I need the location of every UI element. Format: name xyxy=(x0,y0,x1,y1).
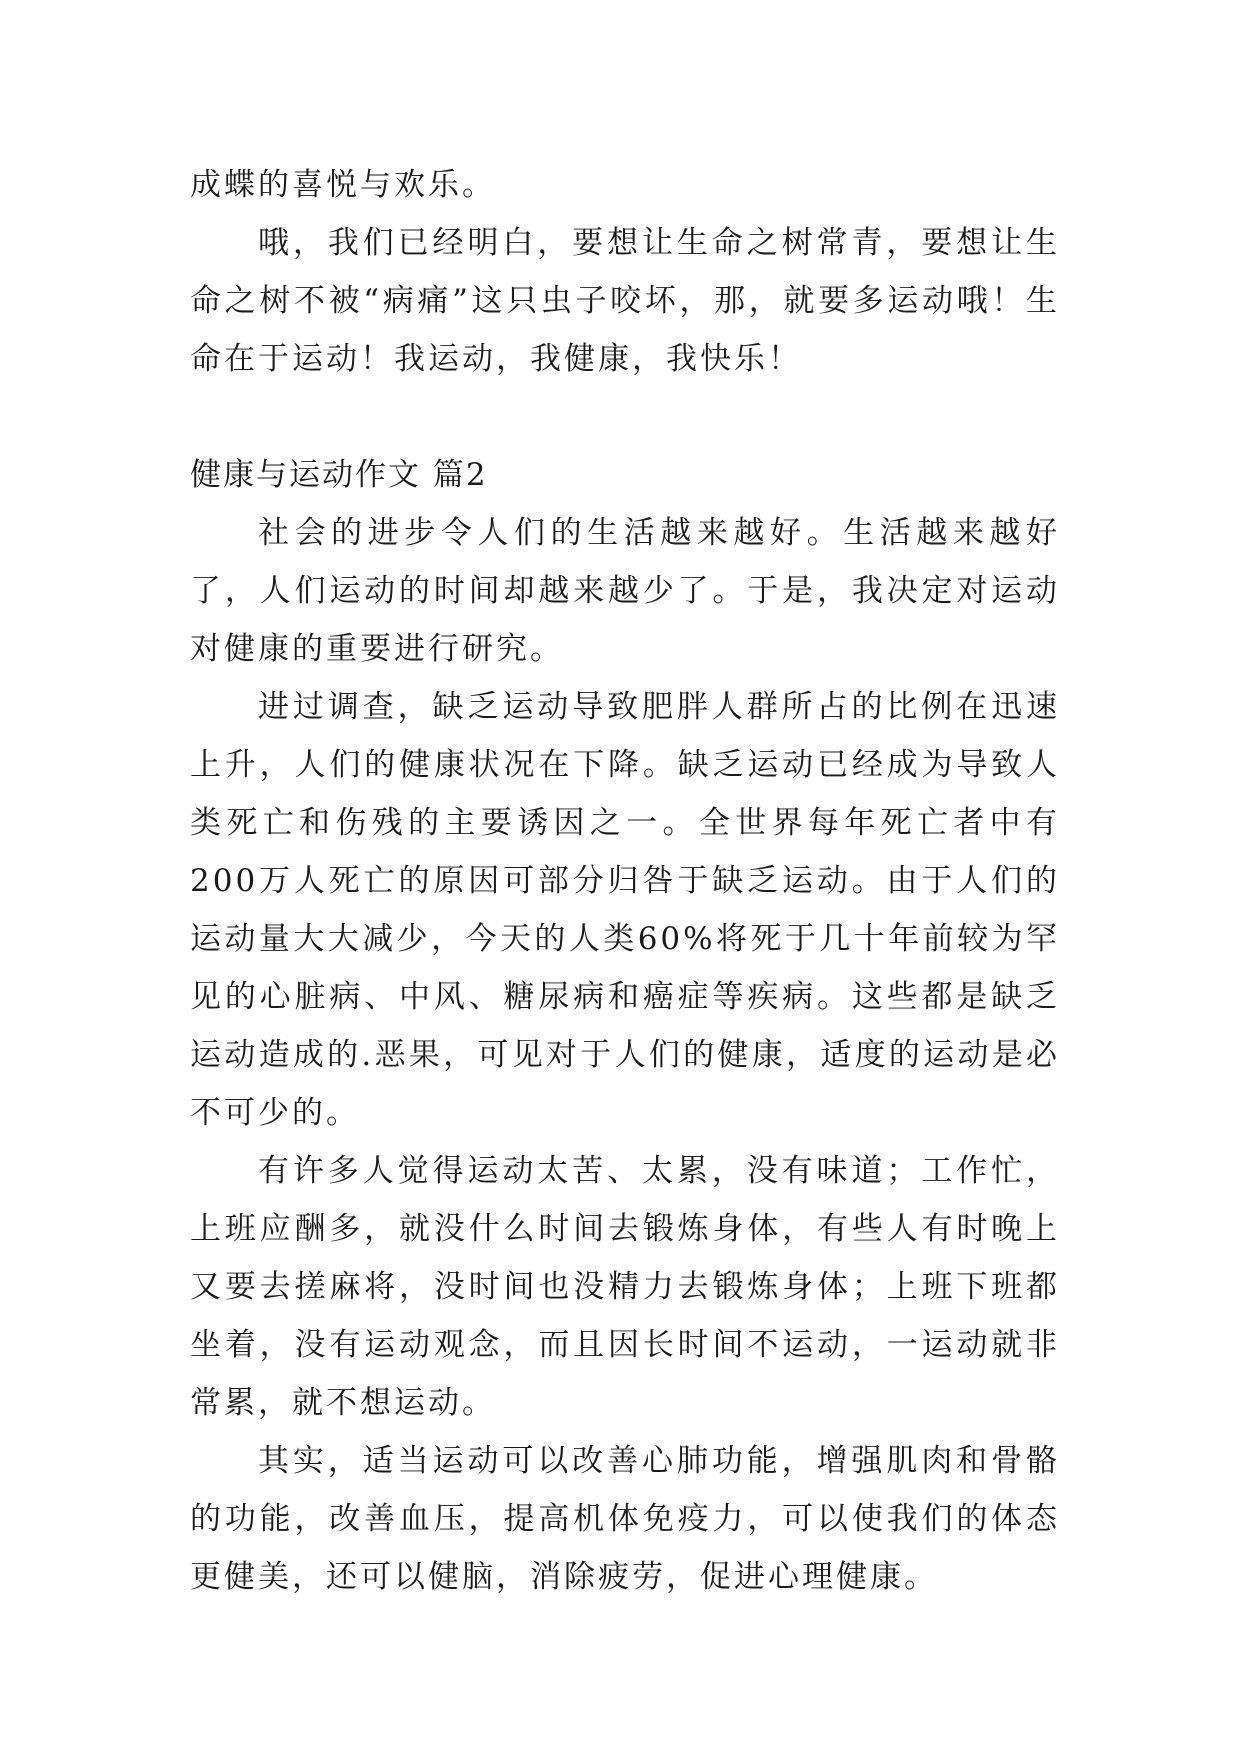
paragraph-4: 其实，适当运动可以改善心肺功能，增强肌肉和骨骼的功能，改善血压，提高机体免疫力，可以使我们的体态更健美，还可以健脑，消除疲劳，促进心理健康。 xyxy=(190,1443,1060,1595)
text-column xyxy=(190,156,1060,1606)
paragraph-3: 有许多人觉得运动太苦、太累，没有味道；工作忙，上班应酬多，就没什么时间去锻炼身体，有些人有时晚上又要去搓麻将，没时间也没精力去锻炼身体；上班下班都坐着，没有运动观念，而且因长时间不运动，一运动就非常累，就不想运动。 xyxy=(190,1153,1060,1421)
paragraph-1: 社会的进步令人们的生活越来越好。生活越来越好了，人们运动的时间却越来越少了。于是，我决定对运动对健康的重要进行研究。 xyxy=(190,515,1060,667)
section-heading: 健康与运动作文 篇2 xyxy=(190,457,488,493)
paragraph-continuation: 成蝶的喜悦与欢乐。 xyxy=(190,167,496,203)
paragraph-conclusion: 哦，我们已经明白，要想让生命之树常青，要想让生命之树不被“病痛”这只虫子咬坏，那，就要多运动哦！生命在于运动！我运动，我健康，我快乐！ xyxy=(190,225,1060,377)
paragraph-2: 进过调查，缺乏运动导致肥胖人群所占的比例在迅速上升，人们的健康状况在下降。缺乏运动已经成为导致人类死亡和伤残的主要诱因之一。全世界每年死亡者中有200万人死亡的原因可部分归咎于缺乏运动。由于人们的运动量大大减少，今天的人类60%将死于几十年前较为罕见的心脏病、中风、糖尿病和癌症等疾病。这些都是缺乏运动造成的.恶果，可见对于人们的健康，适度的运动是必不可少的。 xyxy=(190,689,1060,1131)
